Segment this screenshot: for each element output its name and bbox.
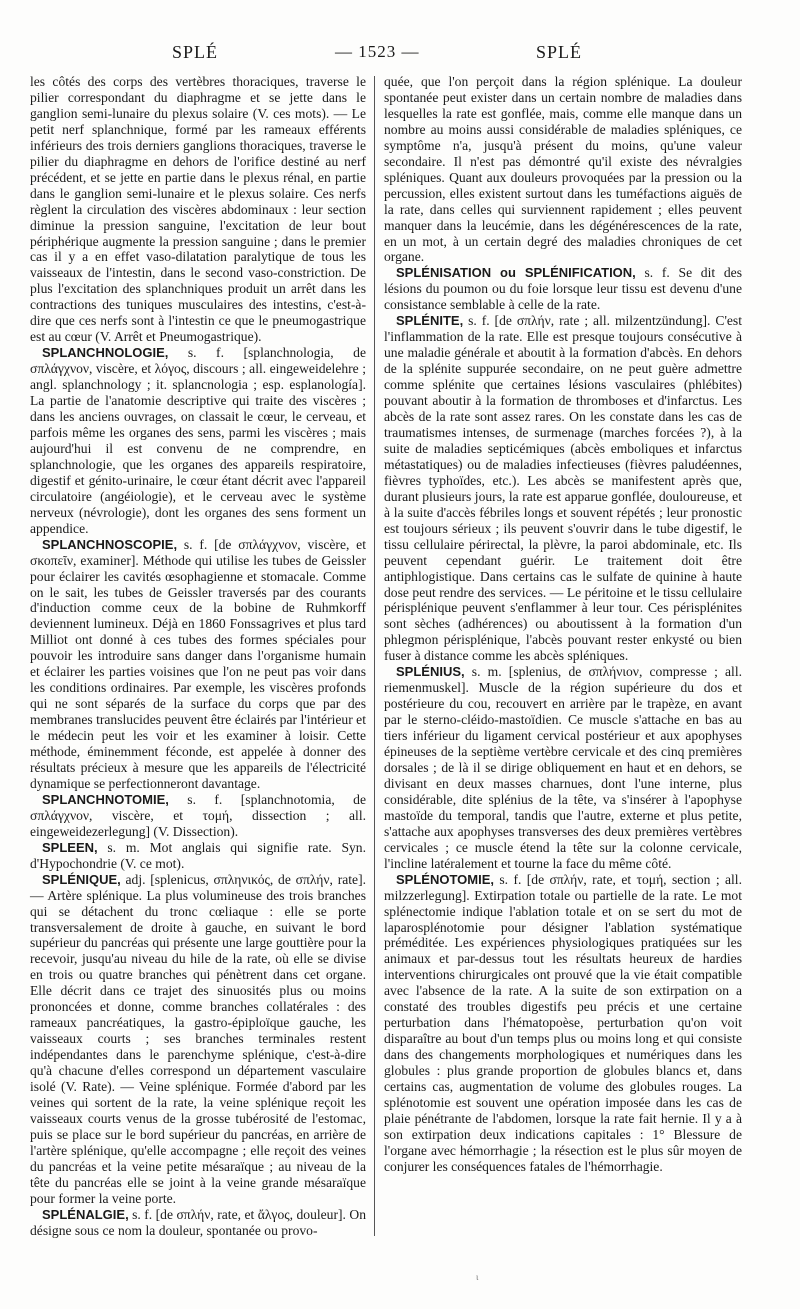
entry-term: SPLÉNIQUE, [42,871,121,887]
entry-splanchnoscopie [30,537,366,792]
entry-term: SPLÉNIUS, [396,664,465,680]
entry-splenisation [384,265,742,313]
running-header [0,10,800,70]
entry-splenius [384,664,742,871]
column-divider [374,76,375,1236]
entry-splenique [30,872,366,1207]
entry-term: SPLANCHNOSCOPIE, [42,536,178,552]
page-number: — 1523 — [335,42,420,61]
entry-term: SPLÉNISATION ou SPLÉNIFICATION, [396,265,636,281]
entry-text: s. m. [splenius, de σπλήνιον, compresse ; all. riemenmuskel]. Muscle de la région supérieure du dos et postérieure du cou, recouvert en arrière par le trapèze, en avant par le sterno-cléido-mastoïdien. Ce muscle s'attache en bas au tiers inférieur du ligament cervical postérieur et aux apophyses épineuses de la septième vertèbre cervicale et des cinq premières dorsales ; de là il se dirige obliquement en haut et en dehors, se divisant en deux masses charnues, dont l'une interne, plus considérable, dite splénius de la tête, va s'insérer à l'apophyse mastoïde du temporal, tandis que l'autre, externe et plus petite, s'attache aux apophyses transverses des deux premières vertèbres cervicales ; ce muscle étend la tête sur la colonne cervicale, l'incline latéralement et tourne la face du même côté. [384,664,742,871]
entry-text: s. m. Mot anglais qui signifie rate. Syn. d'Hypochondrie (V. ce mot). [30,839,366,871]
entry-text: s. f. Se dit des lésions du poumon ou du foie lorsque leur tissu est devenu d'une consistance semblable à celle de la rate. [384,265,742,313]
entry-text: s. f. [splanchnologia, de σπλάγχνον, viscère, et λόγος, discours ; all. eingeweidelehre ; angl. splanchnology ; it. splancnologia ; esp. esplanología]. La partie de l'anatomie descriptive qui traite des viscères ; dans les anciens ouvrages, on classait le cœur, le cerveau, et parfois même les organes des sens, parmi les viscères ; mais aujourd'hui il est convenu de ne comprendre, en splanchnologie, que les organes des appareils respiratoire, digestif et génito-urinaire, le cœur étant décrit avec l'appareil circulatoire (angéiologie), et le cerveau avec le système nerveux (névrologie), dont les organes des sens forment un appendice. [30,345,366,536]
entry-splanchnologie [30,345,366,536]
entry-splenalgie [30,1207,366,1239]
entry-term: SPLÉNITE, [396,313,464,329]
entry-splenotomie [384,872,742,1175]
continued-paragraph: les côtés des corps des vertèbres thoraciques, traverse le pilier correspondant du diaphragme et se jette dans le ganglion semi-lunaire du plexus solaire (V. ces mots). — Le petit nerf splanchnique, formé par les rameaux efférents inférieurs des trois derniers ganglions thoraciques, traverse le pilier du diaphragme en dehors de l'orifice destiné au nerf précédent, et se jette en partie dans le plexus rénal, en partie dans le ganglion semi-lunaire et le plexus solaire. Ces nerfs règlent la circulation des viscères abdominaux : leur section diminue la pression sanguine, l'excitation de leur bout périphérique augmente la pression sanguine ; dans le premier cas il y a en effet vaso-dilatation paralytique de tous les vaisseaux de l'intestin, dans le second vaso-constriction. De plus l'excitation des splanchniques produit un arrêt dans les contractions des tuniques musculaires des intestins, c'est-à-dire que ces nerfs sont à l'intestin ce que le pneumogastrique est au cœur (V. Arrêt et Pneumogastrique). [30,74,366,345]
left-column [30,74,366,1239]
header-left-word: SPLÉ [172,42,219,62]
header-right-word: SPLÉ [536,42,583,62]
entry-term: SPLÉNOTOMIE, [396,871,494,887]
entry-text: s. f. [de σπλήν, rate ; all. milzentzündung]. C'est l'inflammation de la rate. Elle est presque toujours consécutive à une maladie générale et aboutit à la formation d'abcès. En dehors de la splénite suppurée secondaire, on ne peut guère admettre comme splénite que certaines lésions vasculaires (phlébites) pouvant aboutir à la formation de thromboses et d'infarctus. Les abcès de la rate sont assez rares. On les constate dans les cas de traumatismes intenses, de surmenage (marches forcées ?), à la suite de maladies septicémiques (abcès emboliques et infarctus métastatiques) ou de maladies infectieuses (fièvres paludéennes, fièvres typhoïdes, etc.). Les abcès se manifestent après que, durant plusieurs jours, la rate est apparue gonflée, douloureuse, et à la suite d'accès fébriles longs et souvent répétés ; leur pronostic est toujours sérieux ; ils peuvent s'ouvrir dans le tube digestif, le tissu cellulaire périrectal, la plèvre, la paroi abdominale, etc. Ils peuvent cependant guérir. Le traitement doit être antiphlogistique. Dans certains cas le sulfate de quinine à haute dose peut rendre des services. — Le péritoine et le tissu cellulaire périsplénique peuvent s'enflammer à leur tour. Ces périsplénites sont sèches (adhérences) ou aboutissent à la formation d'un phlegmon périsplénique, l'abcès pouvant rester enkysté ou bien fuser à distance comme les abcès spléniques. [384,313,742,664]
entry-term: SPLEEN, [42,839,98,855]
right-column [384,74,742,1175]
entry-splanchnotomie [30,792,366,840]
entry-text: s. f. [splanchnotomia, de σπλάγχνον, viscère, et τομή, dissection ; all. eingeweidezerlegung] (V. Dissection). [30,791,366,839]
entry-term: SPLANCHNOLOGIE, [42,345,169,361]
entry-spleen [30,840,366,872]
footer-mark: ɩ [476,1272,479,1282]
entry-text: s. f. [de σπλάγχνον, viscère, et σκοπεῖν, examiner]. Méthode qui utilise les tubes de Geissler pour éclairer les cavités œsophagienne et stomacale. Comme on le sait, les tubes de Geissler traversés par des courants d'induction comme ceux de la bobine de Ruhmkorff deviennent lumineux. Déjà en 1860 Fonssagrives et plus tard Milliot ont donné à ces tubes des formes spéciales pour pouvoir les introduire sans danger dans l'organisme humain et éclairer les parties voisines que l'on ne peut pas voir dans les conditions ordinaires. Par exemple, les viscères profonds qui ne sont séparés de la surface du corps que par des membranes translucides peuvent être éclairés par l'intérieur et le médecin peut les voir et les examiner à loisir. Cette méthode, éminemment féconde, est appelée à donner des résultats précieux à mesure que les appareils de l'électricité dynamique se perfectionneront davantage. [30,536,366,791]
entry-splenite [384,313,742,664]
continued-paragraph: quée, que l'on perçoit dans la région splénique. La douleur spontanée peut exister dans un certain nombre de maladies dans lesquelles la rate est gonflée, mais, comme elle manque dans un nombre au moins aussi considérable de maladies spléniques, ce symptôme n'a, jusqu'à présent du moins, qu'une valeur secondaire. Il n'est pas démontré qu'il existe des névralgies spléniques. Quant aux douleurs provoquées par la pression ou la percussion, elles existent surtout dans les tuméfactions aiguës de la rate, dans celles qui surviennent rapidement ; elles peuvent manquer dans la leucémie, dans les dégénérescences de la rate, en un mot, à un certain degré des maladies chroniques de cet organe. [384,74,742,265]
entry-text: s. f. [de σπλήν, rate, et τομή, section ; all. milzzerlegung]. Extirpation totale ou partielle de la rate. Le mot splénectomie indique l'ablation totale et on se sert du mot de laparosplénotomie pour désigner l'ablation systématique préméditée. Les expériences physiologiques pratiquées sur les animaux et par-dessus tout les résultats heureux de hardies interventions chirurgicales ont prouvé que la vie était compatible avec l'absence de la rate. A la suite de son extirpation on a constaté des troubles digestifs peu précis et une certaine perturbation dans l'hématopoèse, perturbation qu'on voit disparaître au bout d'un temps plus ou moins long et qui consiste dans des changements morphologiques et numériques dans les globules : plus grande proportion de globules blancs et, dans certains cas, augmentation de volume des globules rouges. La splénotomie est souvent une opération imposée dans les cas de plaie pénétrante de l'abdomen, lorsque la rate fait hernie. Il y a à son extirpation deux indications capitales : 1° Blessure de l'organe avec hémorrhagie ; la résection est le plus sûr moyen de conjurer les conséquences fatales de l'hémorrhagie. [384,871,742,1174]
entry-text: s. f. [de σπλήν, rate, et ἄλγος, douleur]. On désigne sous ce nom la douleur, spontanée ou provo- [30,1206,366,1238]
entry-term: SPLANCHNOTOMIE, [42,791,169,807]
entry-term: SPLÉNALGIE, [42,1206,129,1222]
entry-text: adj. [splenicus, σπληνικός, de σπλήν, rate]. — Artère splénique. La plus volumineuse des trois branches qui se détachent du tronc cœliaque : elle se porte transversalement de droite à gauche, en suivant le bord supérieur du pancréas qui présente une large gouttière pour la recevoir, jusqu'au niveau du hile de la rate, où elle se divise en trois ou quatre branches qui pénètrent dans cet organe. Elle décrit dans ce trajet des sinuosités plus ou moins prononcées et donne, comme branches collatérales : des rameaux pancréatiques, la gastro-épiploïque gauche, les vaisseaux courts ; ses branches terminales restent indépendantes dans le parenchyme splénique, c'est-à-dire qu'à chacune d'elles correspond un département vasculaire isolé (V. Rate). — Veine splénique. Formée d'abord par les veines qui sortent de la rate, la veine splénique reçoit les vaisseaux courts venus de la grosse tubérosité de l'estomac, puis se place sur le bord supérieur du pancréas, en arrière de l'artère splénique, qu'elle accompagne ; elle reçoit des veines du pancréas et la veine petite mésaraïque ; au niveau de la tête du pancréas elle se joint à la veine grande mésaraïque pour former la veine porte. [30,871,366,1206]
